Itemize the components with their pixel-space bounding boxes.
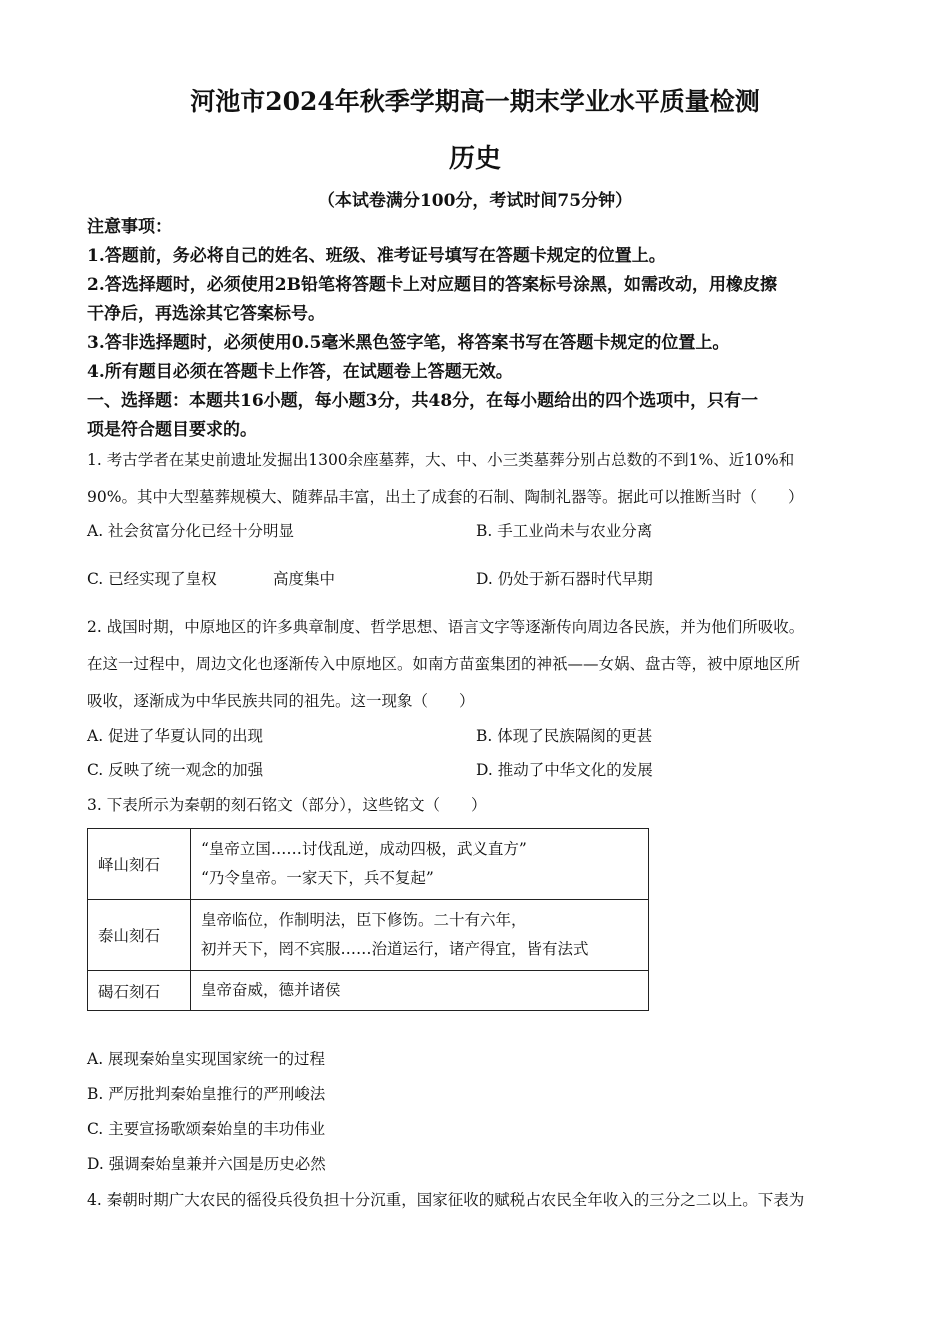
q2-option-b: B. 体现了民族隔阂的更甚: [476, 727, 653, 745]
q1-option-c: C. 已经实现了皇权: [87, 570, 217, 588]
q1-option-a: A. 社会贫富分化已经十分明显: [87, 522, 295, 540]
table-row: [88, 900, 649, 971]
q1-stem-line1: 1. 考古学者在某史前遗址发掘出1300余座墓葬，大、中、小三类墓葬分别占总数的不到1%、近10%和: [87, 451, 795, 469]
q3-option-d: D. 强调秦始皇兼并六国是历史必然: [87, 1155, 326, 1173]
q1-stem-line2: 90%。其中大型墓葬规模大、随葬品丰富，出土了成套的石制、陶制礼器等。据此可以推断当时（ ）: [87, 488, 804, 506]
notice-item-4: 4.所有题目必须在答题卡上作答，在试题卷上答题无效。: [87, 362, 513, 382]
table-cell-name: 峄山刻石: [88, 829, 191, 900]
inscription-table: [87, 828, 649, 1011]
table-row: [88, 971, 649, 1011]
table-cell-name: 泰山刻石: [88, 900, 191, 971]
q1-option-d: D. 仍处于新石器时代早期: [476, 570, 653, 588]
q1-option-c-cont: 高度集中: [273, 570, 336, 588]
section-heading-line1: 一、选择题：本题共16小题，每小题3分，共48分，在每小题给出的四个选项中，只有一: [87, 391, 759, 411]
inscription-line: “皇帝立国……讨伐乱逆，成动四极，武义直方”: [201, 840, 527, 858]
q2-stem-line2: 在这一过程中，周边文化也逐渐传入中原地区。如南方苗蛮集团的神祇——女娲、盘古等，被中原地区所: [87, 655, 801, 673]
table-cell-text: [191, 829, 649, 900]
table-row: [88, 829, 649, 900]
table-cell-text: [191, 900, 649, 971]
q3-option-c: C. 主要宣扬歌颂秦始皇的丰功伟业: [87, 1120, 326, 1138]
q3-option-b: B. 严厉批判秦始皇推行的严刑峻法: [87, 1085, 326, 1103]
q3-option-a: A. 展现秦始皇实现国家统一的过程: [87, 1050, 326, 1068]
q2-option-a: A. 促进了华夏认同的出现: [87, 727, 264, 745]
q1-option-b: B. 手工业尚未与农业分离: [476, 522, 653, 540]
exam-note: （本试卷满分100分，考试时间75分钟）: [317, 191, 633, 211]
inscription-line: 皇帝临位，作制明法，臣下修饬。二十有六年，: [201, 911, 527, 929]
exam-title: 河池市2024年秋季学期高一期末学业水平质量检测: [190, 87, 760, 116]
q3-stem: 3. 下表所示为秦朝的刻石铭文（部分），这些铭文（ ）: [87, 796, 487, 814]
inscription-line: “乃令皇帝。一家天下，兵不复起”: [201, 869, 434, 887]
inscription-line: 皇帝奋威，德并诸侯: [201, 981, 341, 999]
table-cell-name: 碣石刻石: [88, 971, 191, 1011]
section-heading-line2: 项是符合题目要求的。: [87, 420, 257, 440]
notice-item-2-cont: 干净后，再选涂其它答案标号。: [87, 304, 325, 324]
notice-item-3: 3.答非选择题时，必须使用0.5毫米黑色签字笔，将答案书写在答题卡规定的位置上。: [87, 333, 730, 353]
q4-stem-line1: 4. 秦朝时期广大农民的徭役兵役负担十分沉重，国家征收的赋税占农民全年收入的三分之二以上。下表为: [87, 1191, 805, 1209]
table-cell-text: [191, 971, 649, 1011]
q2-stem-line3: 吸收，逐渐成为中华民族共同的祖先。这一现象（ ）: [87, 692, 475, 710]
inscription-line: 初并天下，罔不宾服……治道运行，诸产得宜，皆有法式: [201, 940, 589, 958]
notice-heading: 注意事项：: [87, 217, 172, 237]
q2-option-c: C. 反映了统一观念的加强: [87, 761, 264, 779]
notice-item-1: 1.答题前，务必将自己的姓名、班级、准考证号填写在答题卡规定的位置上。: [87, 246, 666, 266]
q2-stem-line1: 2. 战国时期，中原地区的许多典章制度、哲学思想、语言文字等逐渐传向周边各民族，并为他们所吸收。: [87, 618, 805, 636]
notice-item-2: 2.答选择题时，必须使用2B铅笔将答题卡上对应题目的答案标号涂黑，如需改动，用橡皮擦: [87, 275, 777, 295]
q2-option-d: D. 推动了中华文化的发展: [476, 761, 653, 779]
subject-title: 历史: [448, 144, 501, 174]
